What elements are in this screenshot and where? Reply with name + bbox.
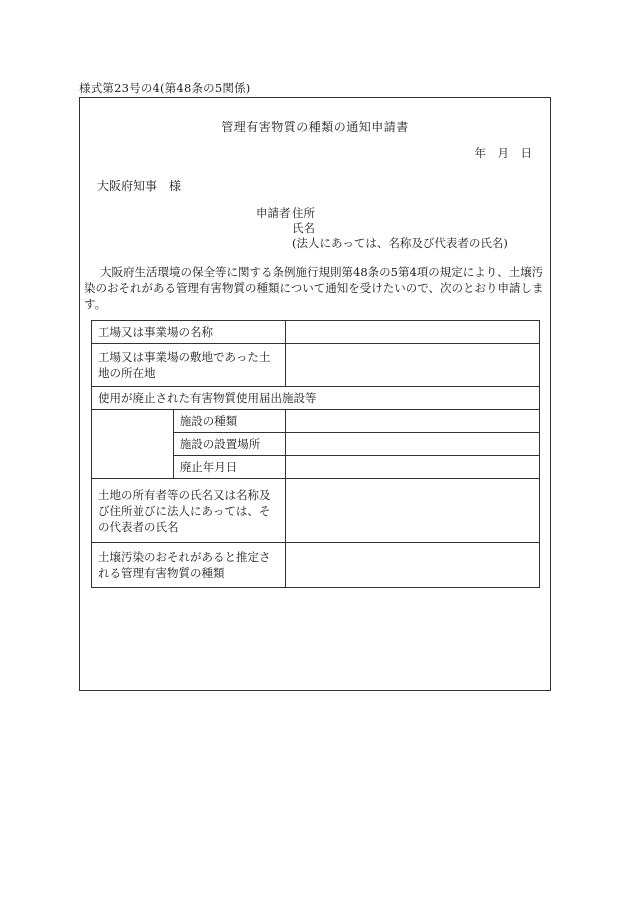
table-row — [92, 479, 540, 543]
applicant-note: (法人にあっては、名称及び代表者の氏名) — [292, 236, 508, 250]
applicant-block — [256, 206, 508, 251]
sub-field-label: 施設の種類 — [173, 410, 285, 433]
table-row — [92, 456, 540, 479]
substance-type-field[interactable] — [285, 543, 539, 588]
name-label: 氏名 — [292, 221, 315, 235]
sub-field-label: 施設の設置場所 — [173, 433, 285, 456]
table-row — [92, 344, 540, 387]
application-form — [79, 97, 551, 691]
form-title: 管理有害物質の種類の通知申請書 — [221, 120, 409, 134]
date-line: 年 月 日 — [474, 146, 532, 160]
field-label: 土地の所有者等の氏名又は名称及び住所並びに法人にあっては、その代表者の氏名 — [92, 479, 286, 543]
factory-name-field[interactable] — [285, 321, 539, 344]
field-label: 土壌汚染のおそれがあると推定される管理有害物質の種類 — [92, 543, 286, 588]
table-row — [92, 433, 540, 456]
table-row — [92, 387, 540, 410]
section-label: 使用が廃止された有害物質使用届出施設等 — [92, 387, 540, 410]
body-text: 大阪府生活環境の保全等に関する条例施行規則第48条の5第4項の規定により、土壌汚染のおそれがある管理有害物質の種類について通知を受けたいので、次のとおり申請します。 — [84, 265, 544, 311]
addressee: 大阪府知事 様 — [97, 179, 182, 193]
site-location-field[interactable] — [285, 344, 539, 387]
field-label: 工場又は事業場の敷地であった土地の所在地 — [92, 344, 286, 387]
applicant-label: 申請者 — [256, 206, 291, 220]
owner-name-field[interactable] — [285, 479, 539, 543]
abolition-date-field[interactable] — [285, 456, 539, 479]
table-row — [92, 321, 540, 344]
facility-location-field[interactable] — [285, 433, 539, 456]
address-label: 住所 — [292, 206, 315, 220]
facility-type-field[interactable] — [285, 410, 539, 433]
form-number: 様式第23号の4(第48条の5関係) — [79, 81, 251, 95]
application-table — [91, 320, 540, 588]
table-row — [92, 543, 540, 588]
table-row — [92, 410, 540, 433]
sub-field-label: 廃止年月日 — [173, 456, 285, 479]
field-label: 工場又は事業場の名称 — [92, 321, 286, 344]
